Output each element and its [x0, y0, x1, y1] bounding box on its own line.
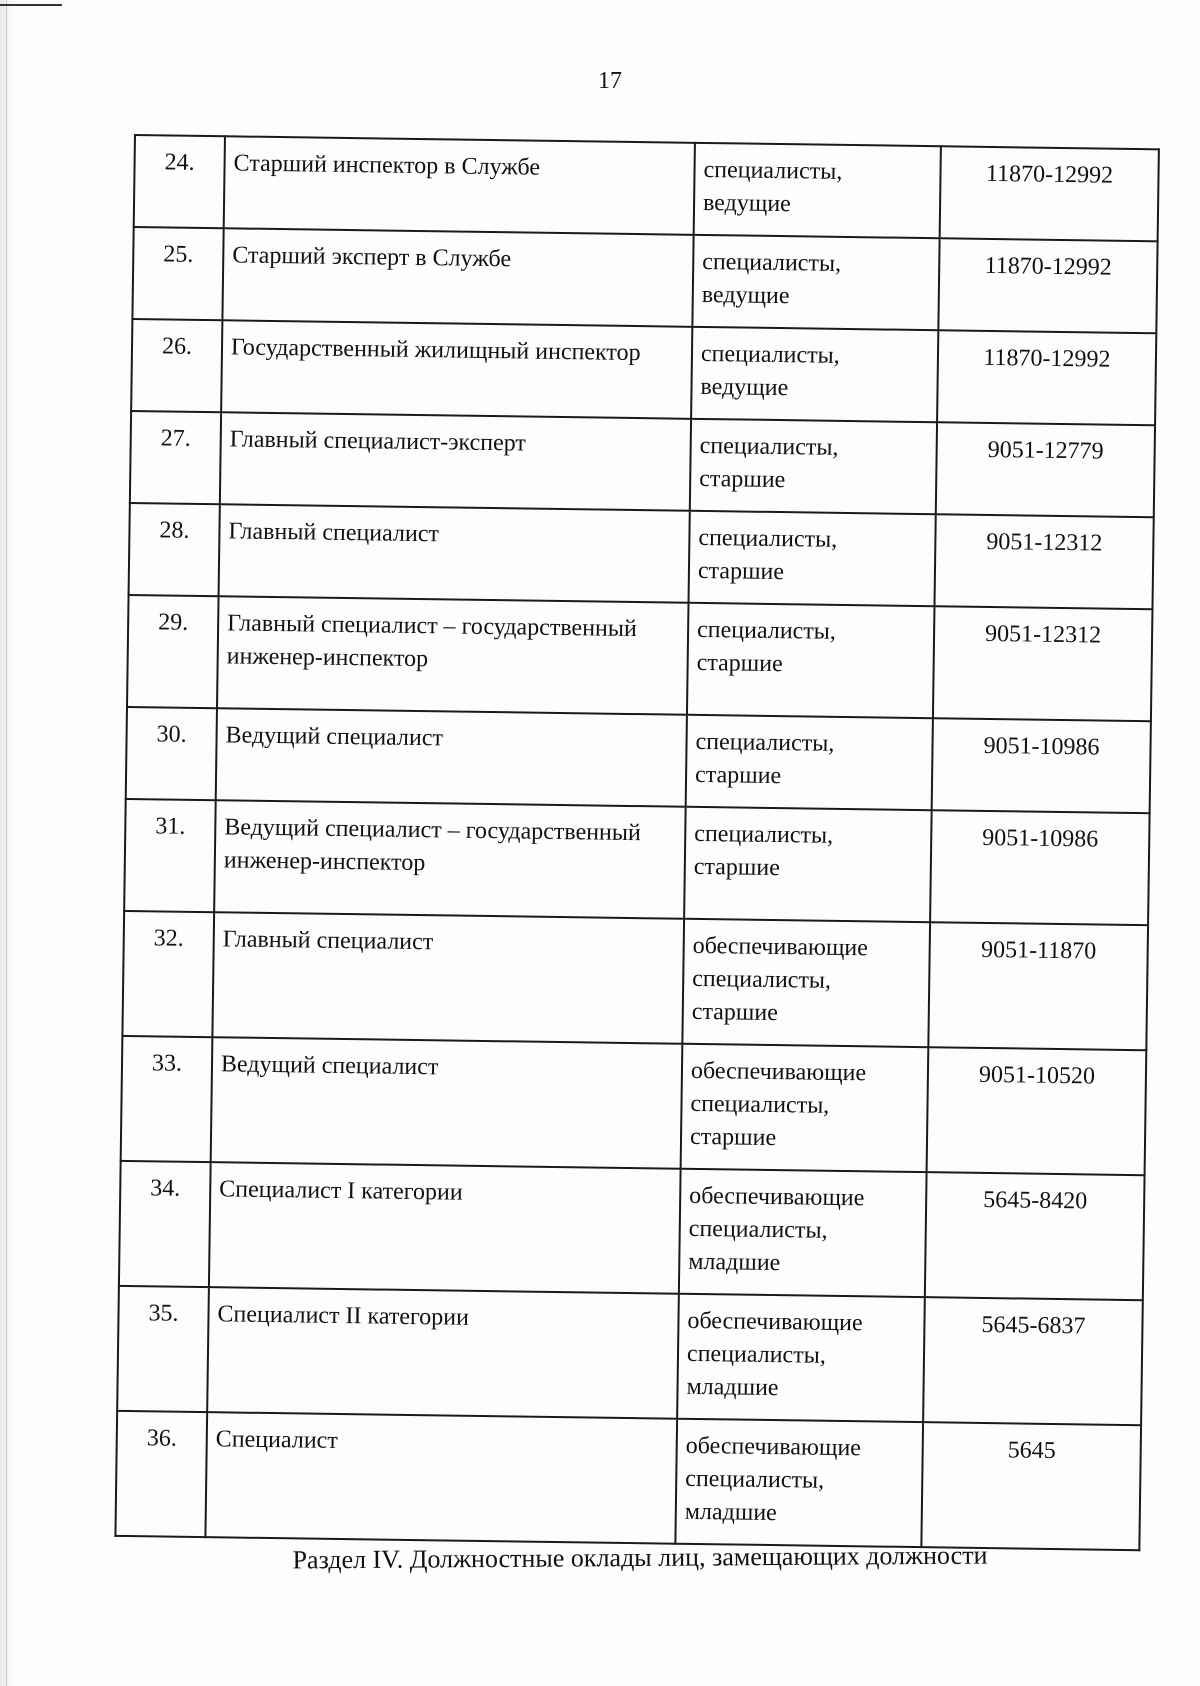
positions-table-wrapper	[114, 134, 1114, 1551]
position-title: Ведущий специалист	[211, 1037, 683, 1169]
table-row	[127, 595, 1152, 721]
position-title: Специалист	[205, 1412, 677, 1544]
row-number: 24.	[134, 135, 225, 228]
position-group: специалисты, старшие	[689, 511, 936, 606]
table-row	[115, 1411, 1141, 1550]
salary-range: 9051-10986	[930, 810, 1150, 925]
table-row	[119, 1161, 1145, 1300]
position-group: специалисты, ведущие	[694, 143, 941, 238]
row-number: 30.	[126, 707, 217, 800]
row-number: 29.	[127, 595, 219, 708]
table-row	[117, 1286, 1143, 1425]
position-title: Специалист II категории	[207, 1287, 679, 1419]
salary-range: 11870-12992	[937, 330, 1156, 425]
row-number: 36.	[115, 1411, 207, 1537]
position-group: специалисты, старшие	[687, 603, 935, 718]
position-group: специалисты, старшие	[690, 419, 937, 514]
position-group: обеспечивающие специалисты, младшие	[679, 1169, 927, 1297]
salary-range: 9051-12312	[934, 514, 1153, 609]
table-row	[129, 503, 1154, 609]
position-title: Главный специалист – государственный инженер-инспектор	[217, 596, 689, 715]
table-row	[126, 707, 1151, 813]
table-row	[122, 911, 1148, 1050]
table-row	[124, 799, 1149, 925]
table-row	[121, 1036, 1147, 1175]
row-number: 26.	[131, 319, 222, 412]
position-title: Ведущий специалист – государственный инженер-инспектор	[214, 800, 686, 919]
table-row	[131, 319, 1156, 425]
top-margin-mark	[0, 4, 62, 6]
row-number: 34.	[119, 1161, 211, 1287]
position-group: специалисты, ведущие	[692, 235, 939, 330]
position-title: Главный специалист	[212, 912, 684, 1044]
scan-edge	[0, 0, 14, 1686]
position-title: Специалист I категории	[209, 1162, 681, 1294]
position-group: обеспечивающие специалисты, старшие	[681, 1044, 929, 1172]
position-title: Старший эксперт в Службе	[222, 228, 693, 327]
row-number: 33.	[121, 1036, 213, 1162]
salary-range: 11870-12992	[940, 146, 1159, 241]
row-number: 28.	[129, 503, 220, 596]
position-group: обеспечивающие специалисты, старшие	[682, 919, 930, 1047]
row-number: 35.	[117, 1286, 209, 1412]
row-number: 32.	[122, 911, 214, 1037]
salary-range: 9051-12779	[936, 422, 1155, 517]
position-group: специалисты, старшие	[684, 807, 932, 922]
positions-table	[114, 134, 1159, 1551]
salary-range: 11870-12992	[938, 238, 1157, 333]
row-number: 31.	[124, 799, 216, 912]
table-row	[130, 411, 1155, 517]
position-group: обеспечивающие специалисты, младшие	[677, 1294, 925, 1422]
salary-range: 5645	[921, 1422, 1141, 1550]
position-title: Главный специалист	[219, 504, 690, 603]
salary-range: 5645-6837	[923, 1297, 1143, 1425]
salary-range: 9051-11870	[928, 922, 1148, 1050]
salary-range: 9051-12312	[933, 606, 1153, 721]
table-row	[132, 227, 1157, 333]
salary-range: 9051-10986	[932, 718, 1151, 813]
position-title: Старший инспектор в Службе	[224, 136, 695, 235]
position-group: специалисты, старшие	[686, 715, 933, 810]
row-number: 25.	[132, 227, 223, 320]
page-number: 17	[598, 68, 622, 94]
position-title: Ведущий специалист	[216, 708, 687, 807]
position-title: Главный специалист-эксперт	[220, 412, 691, 511]
position-title: Государственный жилищный инспектор	[221, 320, 692, 419]
position-group: специалисты, ведущие	[691, 327, 938, 422]
position-group: обеспечивающие специалисты, младшие	[675, 1419, 923, 1547]
salary-range: 9051-10520	[927, 1047, 1147, 1175]
row-number: 27.	[130, 411, 221, 504]
section-heading: Раздел IV. Должностные оклады лиц, замещающих должности	[292, 1540, 988, 1575]
salary-range: 5645-8420	[925, 1172, 1145, 1300]
table-row	[134, 135, 1159, 241]
scan-edge-line	[6, 0, 7, 1686]
